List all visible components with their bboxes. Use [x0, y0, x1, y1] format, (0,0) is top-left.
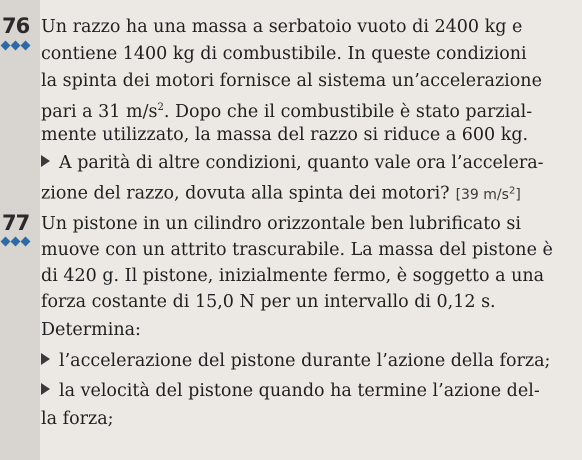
problem77-bullet1	[41, 351, 550, 371]
problem76-line5: mente utilizzato, la massa del razzo si riduce a 600 kg.	[41, 125, 529, 145]
problem77-line4: forza costante di 15,0 N per un intervallo di 0,12 s.	[41, 292, 496, 312]
problem76-line4-pre: pari a 31 m/s	[41, 101, 158, 122]
problem77-line3: di 420 g. Il pistone, inizialmente fermo, è soggetto a una	[41, 266, 545, 286]
problem76-question-text1: A parità di altre condizioni, quanto vale ora l’accelera-	[59, 153, 544, 173]
problem76-line1: Un razzo ha una massa a serbatoio vuoto di 2400 kg e	[41, 17, 523, 37]
answer-sup: 2	[508, 185, 516, 196]
problem76-question-text2: zione del razzo, dovuta alla spinta dei motori?	[41, 183, 450, 204]
answer-value: [39 m/s	[455, 186, 509, 203]
problem77-bullet1-text: l’accelerazione del pistone durante l’azione della forza;	[59, 351, 551, 371]
problem77-bullet2-cont: la forza;	[41, 409, 114, 429]
problem77-bullet2	[41, 381, 540, 401]
problem77-bullet2-text: la velocità del pistone quando ha termine l’azione del-	[59, 381, 540, 401]
problem76-line4-sup: 2	[157, 102, 164, 113]
problem-number-76: 76	[2, 14, 30, 38]
problem76-question-line2	[41, 181, 521, 205]
problem77-line2: muove con un attrito trascurabile. La massa del pistone è	[41, 240, 553, 260]
bullet-triangle-icon	[41, 353, 50, 365]
problem77-line1: Un pistone in un cilindro orizzontale ben lubrificato si	[41, 214, 521, 234]
difficulty-marker-icon	[2, 238, 31, 245]
problem76-line4-post: . Dopo che il combustibile è stato parzial-	[163, 101, 533, 122]
problem76-question-line1	[41, 153, 544, 173]
answer-close: ]	[515, 186, 521, 203]
problem76-line2: contiene 1400 kg di combustibile. In queste condizioni	[41, 44, 527, 64]
problem76-line3: la spinta dei motori fornisce al sistema un’accelerazione	[41, 71, 542, 91]
bullet-triangle-icon	[41, 383, 50, 395]
difficulty-marker-icon	[2, 42, 31, 49]
problem-number-77: 77	[2, 211, 30, 235]
problem76-line4	[41, 98, 532, 122]
problem77-line5: Determina:	[41, 320, 141, 340]
bullet-triangle-icon	[41, 155, 50, 167]
answer-label	[456, 187, 521, 203]
